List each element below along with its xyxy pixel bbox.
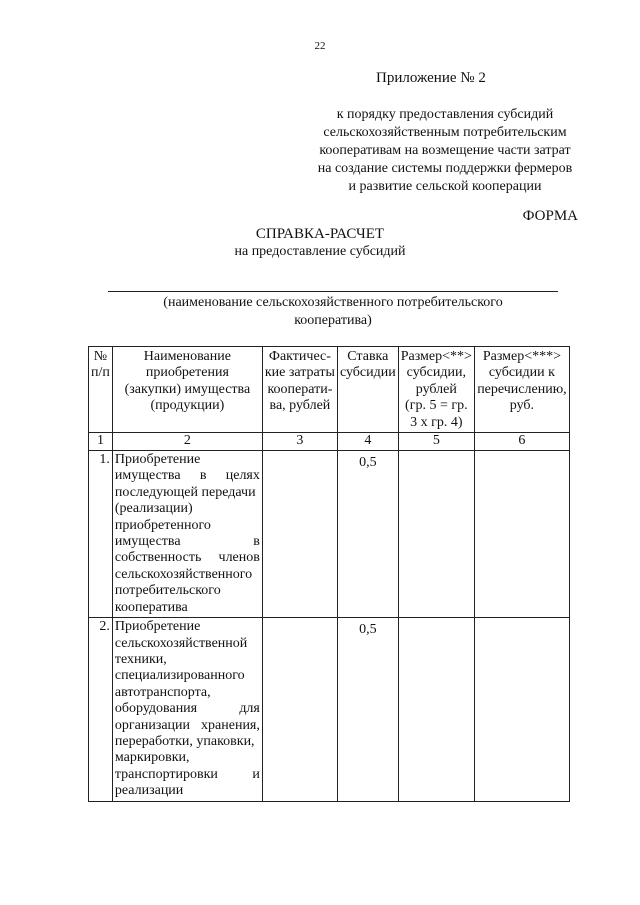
header-actual-costs: Фактичес- кие затраты кооперати- ва, рублей	[262, 347, 337, 433]
row-subsidy-rate: 0,5	[337, 451, 398, 618]
appendix-line: и развитие сельской кооперации	[348, 179, 542, 194]
row-name-line: приобретенного	[114, 517, 211, 533]
column-numbers-row	[89, 433, 570, 451]
cooperative-name-caption	[110, 294, 556, 330]
appendix-line: кооперативам на возмещение части затрат	[319, 143, 571, 158]
row-actual-costs	[262, 618, 337, 801]
header-transfer-size: Размер<***> субсидии к перечислению, руб.	[474, 347, 569, 433]
header-subsidy-size: Размер<**> субсидии, рублей (гр. 5 = гр. 3 х гр. 4)	[398, 347, 474, 433]
table-header-row	[89, 347, 570, 433]
row-name-line: потребительского	[114, 583, 221, 599]
caption-line: кооператива)	[294, 313, 372, 328]
table-row	[89, 451, 570, 618]
appendix-line: сельскохозяйственным потребительским	[323, 125, 567, 140]
caption-line: (наименование сельскохозяйственного потребительского	[163, 295, 503, 310]
row-name	[112, 451, 262, 618]
row-subsidy-size	[398, 451, 474, 618]
row-name-line: транспортировки и	[114, 766, 260, 782]
row-name-line: (реализации)	[114, 501, 193, 517]
row-name-line: имущества в целях	[114, 468, 260, 484]
row-name-line: сельскохозяйственного	[114, 566, 253, 582]
row-name-line: Приобретение	[114, 452, 201, 468]
row-name-line: техники,	[114, 651, 167, 667]
row-name-line: организации хранения,	[114, 717, 260, 733]
header-subsidy-rate: Ставка субсидии	[337, 347, 398, 433]
column-number: 2	[112, 433, 262, 451]
cooperative-name-line	[108, 291, 558, 292]
row-transfer-size	[474, 618, 569, 801]
row-name-line: собственность членов	[114, 550, 260, 566]
row-actual-costs	[262, 451, 337, 618]
appendix-title: Приложение № 2	[376, 70, 486, 86]
column-number: 6	[474, 433, 569, 451]
table-row	[89, 618, 570, 801]
appendix-description	[300, 106, 590, 196]
form-label: ФОРМА	[522, 208, 578, 224]
document-subtitle: на предоставление субсидий	[234, 244, 406, 259]
row-name-line: имущества в	[114, 534, 260, 550]
row-name-line: автотранспорта,	[114, 684, 211, 700]
row-name-line: Приобретение	[114, 619, 201, 635]
page-number: 22	[314, 40, 326, 52]
column-number: 1	[89, 433, 113, 451]
row-name-line: маркировки,	[114, 750, 190, 766]
row-name-line: реализации	[114, 783, 184, 799]
row-name-line: последующей передачи	[114, 484, 256, 500]
row-index: 1.	[89, 451, 113, 618]
row-name-line: сельскохозяйственной	[114, 635, 248, 651]
row-name-line: специализированного	[114, 668, 245, 684]
row-subsidy-size	[398, 618, 474, 801]
row-name	[112, 618, 262, 801]
row-name-line: кооператива	[114, 599, 188, 615]
header-no: № п/п	[89, 347, 113, 433]
row-name-line: оборудования для	[114, 701, 260, 717]
appendix-line: к порядку предоставления субсидий	[336, 107, 554, 122]
row-index: 2.	[89, 618, 113, 801]
appendix-line: на создание системы поддержки фермеров	[317, 161, 573, 176]
column-number: 4	[337, 433, 398, 451]
column-number: 5	[398, 433, 474, 451]
column-number: 3	[262, 433, 337, 451]
calculation-table	[88, 346, 570, 802]
document-title: СПРАВКА-РАСЧЕТ	[255, 226, 385, 242]
row-transfer-size	[474, 451, 569, 618]
row-subsidy-rate: 0,5	[337, 618, 398, 801]
header-name: Наименование приобретения (закупки) имущества (продукции)	[112, 347, 262, 433]
row-name-line: переработки, упаковки,	[114, 733, 255, 749]
